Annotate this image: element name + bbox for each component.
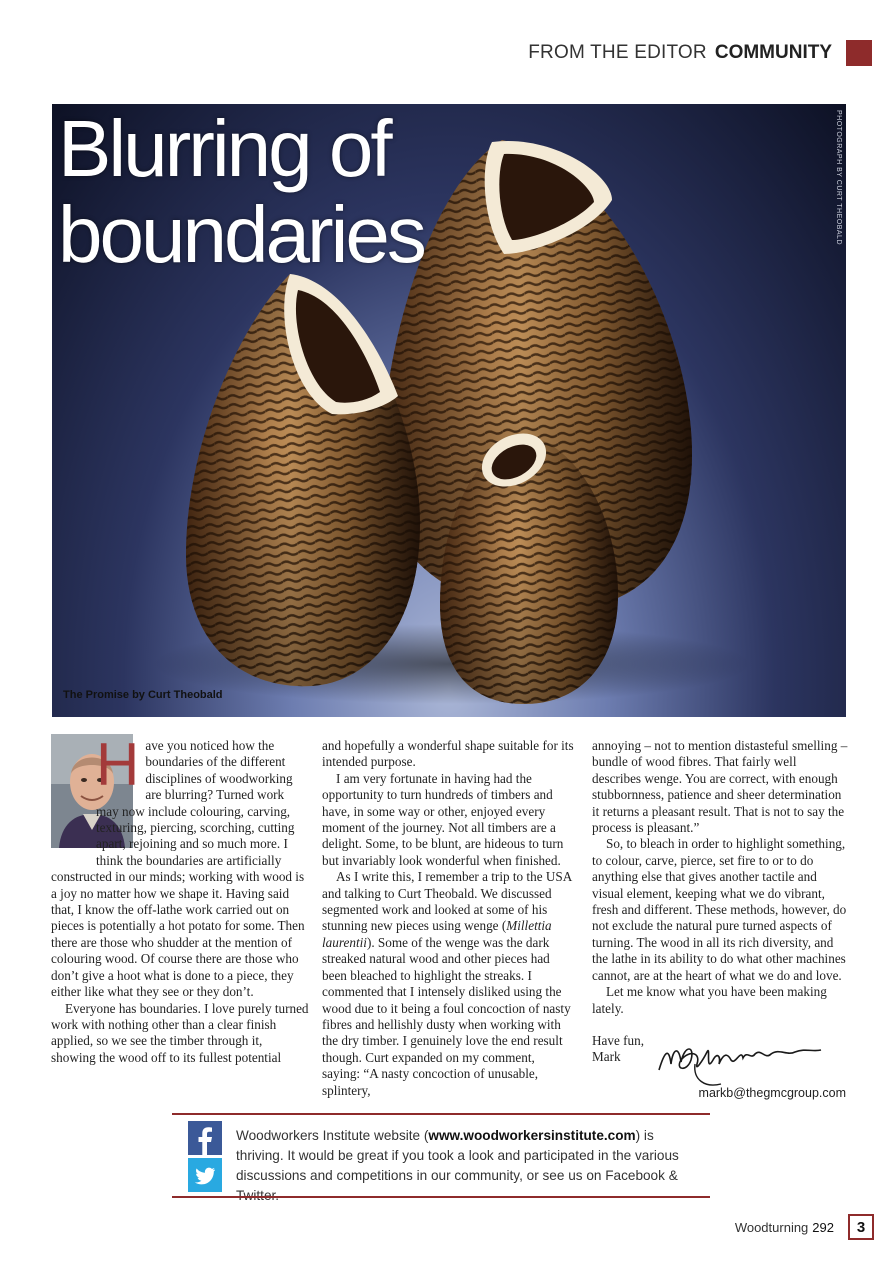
- text-run: As I write this, I remember a trip to the USA and talking to Curt Theobald. We discussed segmented work and looked at some of his stunning new pieces using wenge (: [322, 869, 572, 934]
- promo-text: [236, 1126, 696, 1206]
- species-name: Millettia laurentii: [322, 918, 552, 950]
- page-header: [528, 40, 872, 66]
- photo-caption: The Promise by Curt Theobald: [63, 689, 223, 701]
- headline-line-1: Blurring of: [58, 104, 390, 193]
- magazine-name: Woodturning: [734, 1219, 809, 1235]
- promo-text-before: Woodworkers Institute website (: [236, 1128, 429, 1143]
- website-link[interactable]: www.woodworkersinstitute.com: [428, 1128, 636, 1143]
- text-run: ). Some of the wenge was the dark streaked natural wood and other pieces had been bleached to highlight the streaks. I commented that I intensely disliked using the wood due to it being a foul concoction of nasty fibres and hellishly dusty when working with the dry timber. I genuinely love the end result though. Curt expanded on my comment, saying: “A nasty concoction of unusable, splintery,: [322, 934, 571, 1098]
- email-address[interactable]: markb@thegmcgroup.com: [698, 1086, 846, 1100]
- paragraph: annoying – not to mention distasteful smelling – bundle of wood fibres. That fairly well describes wenge. You are correct, with enough stubbornness, patience and sheer determination it returns a pleasant result. That is not to say the process is pleasant.”: [592, 738, 848, 836]
- photo-credit: PHOTOGRAPH BY CURT THEOBALD: [835, 110, 842, 245]
- drop-cap: H: [96, 731, 140, 798]
- paragraph: Everyone has boundaries. I love purely turned work with nothing other than a clear finish applied, so we see the timber through it, showing the wood off to its fullest potential: [51, 1000, 309, 1065]
- category-label: COMMUNITY: [714, 42, 832, 63]
- promo-text-after: ) is thriving. It would be great if you took a look and participated in the various discussions and competitions in our community, or see us on Facebook &: [236, 1128, 679, 1183]
- paragraph: ave you noticed how the boundaries of the different disciplines of woodworking are blurring? Turned work may now include colouring, carving, texturing, piercing, scorching, cutting apart, rejoining and so much more. I think the boundaries are artificially constructed in our minds; working with wood is a joy no matter how we shape it. Having said that, I know the off-lathe work carried out on pieces is potentially a hot potato for some. Then there are those who shudder at the mention of colouring wood. Of course there are those who don’t give a hoot what is done to a piece, they either like what they see or they don’t.: [51, 738, 305, 1000]
- paragraph: I am very fortunate in having had the opportunity to turn hundreds of timbers and have, in some way or other, enjoyed every moment of the journey. Not all timbers are a delight. Some, to be blunt, are hideous to turn but invariably look wonderful when finished.: [322, 770, 564, 868]
- divider-bottom: [172, 1196, 710, 1198]
- paragraph: [322, 869, 574, 1099]
- headline-line-2: boundaries: [58, 190, 424, 279]
- signature: [655, 1030, 825, 1090]
- author-name: Mark: [592, 1049, 621, 1065]
- page-number: 3: [848, 1214, 874, 1240]
- twitter-icon[interactable]: [188, 1158, 222, 1192]
- headline: [58, 106, 424, 278]
- article-column-3: [592, 738, 848, 1066]
- page-footer: [735, 1214, 874, 1240]
- issue-number: 292: [812, 1219, 834, 1235]
- sign-off: Have fun,: [592, 1032, 644, 1048]
- hero-photo: [52, 104, 846, 717]
- paragraph: So, to bleach in order to highlight something, to colour, carve, pierce, set fire to or to do anything else that gives another tactile and visual element, keeping what we do vibrant, fresh and different. These methods, however, do not exclude the natural pure turned aspects of turning. The wood in all its rich diversity, and the lathe in its ability to do what other machines cannot, are at the heart of what we do and love.: [592, 836, 847, 983]
- left-vessel: [186, 274, 420, 686]
- portrait-wrap-space: [0, 738, 96, 856]
- article-column-2: [322, 738, 574, 1099]
- article-column-1: [51, 731, 309, 1066]
- section-label: FROM THE EDITOR: [528, 42, 707, 63]
- divider-top: [172, 1113, 710, 1115]
- paragraph: Let me know what you have been making lately.: [592, 984, 827, 1016]
- facebook-icon[interactable]: [188, 1121, 222, 1155]
- header-accent-square: [846, 40, 872, 66]
- paragraph: and hopefully a wonderful shape suitable for its intended purpose.: [322, 738, 574, 770]
